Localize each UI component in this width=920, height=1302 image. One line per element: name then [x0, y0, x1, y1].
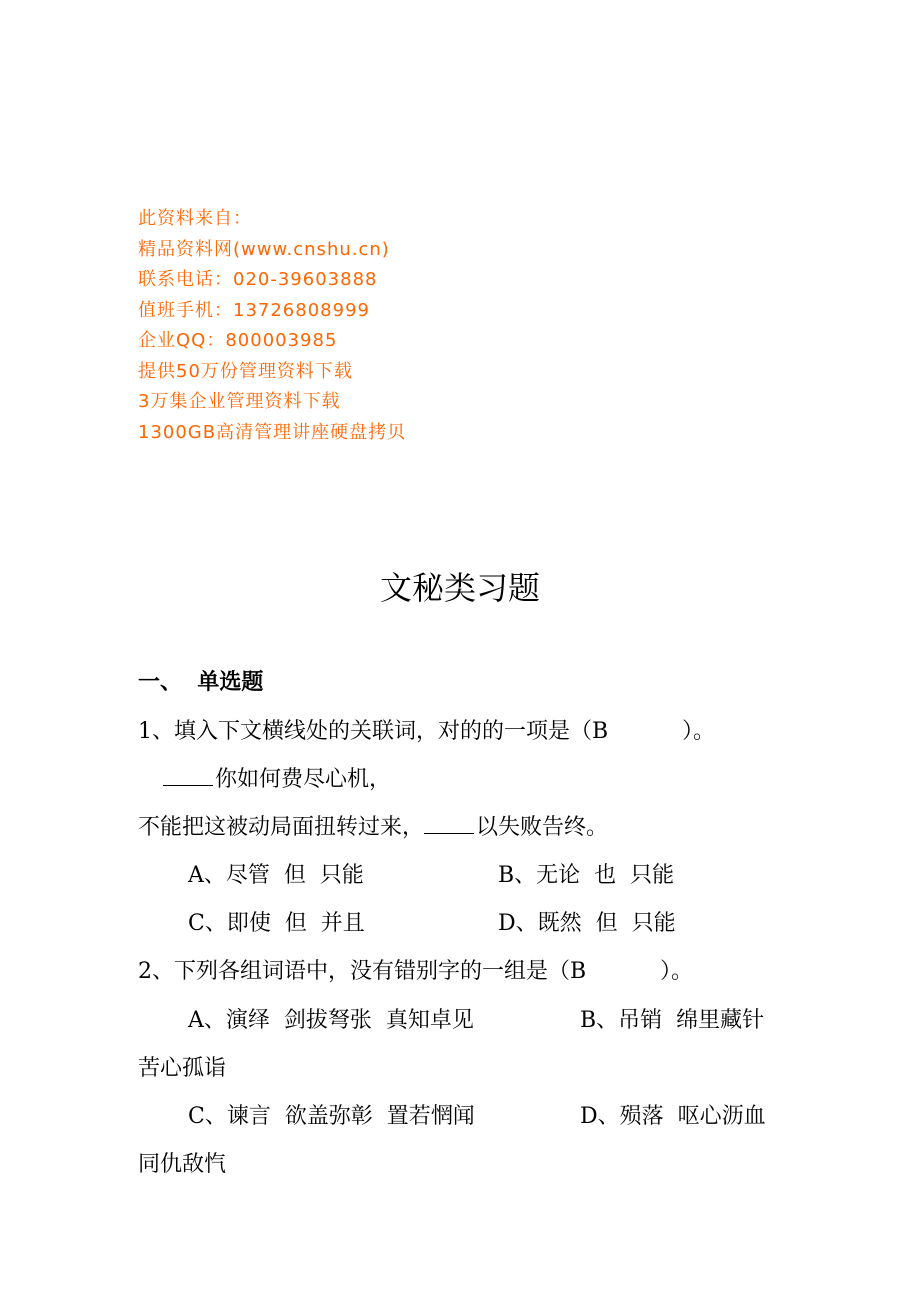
document-title: 文秘类习题	[379, 569, 540, 607]
question-1-stem-prefix: 1、填入下文横线处的关联词，对的的一项是（	[138, 719, 592, 744]
question-1-line-3-prefix: 不能把这被动局面扭转过来，	[138, 815, 425, 840]
fill-blank	[424, 813, 474, 834]
question-1-line-2-text: 你如何费尽心机，	[215, 767, 392, 792]
source-line: 值班手机：13726808999	[138, 299, 370, 321]
source-line: 联系电话：020-39603888	[138, 269, 378, 290]
source-line: 精品资料网(www.cnshu.cn)	[138, 238, 390, 260]
question-2-stem-prefix: 2、下列各组词语中，没有错别字的一组是（	[138, 959, 570, 984]
section-heading: 一、 单选题	[138, 670, 264, 695]
question-1-stem	[138, 717, 715, 747]
question-2-option-d-continued: 同仇敌忾	[138, 1152, 227, 1177]
question-2-stem-suffix: ）。	[660, 959, 694, 984]
source-info-block	[138, 204, 406, 448]
question-2-option-a: A、演绎 剑拔弩张 真知卓见	[188, 1008, 474, 1033]
question-1-line-3-suffix: 以失败告终。	[476, 815, 609, 840]
question-1-line-2	[163, 765, 391, 795]
question-1-option-c: C、即使 但 并且	[188, 911, 365, 936]
question-2-option-b-continued: 苦心孤诣	[138, 1056, 227, 1081]
question-1-option-b: B、无论 也 只能	[498, 863, 675, 888]
question-1-option-d: D、既然 但 只能	[498, 911, 676, 936]
source-line: 3万集企业管理资料下载	[138, 391, 341, 412]
question-1-answer: B	[592, 719, 609, 744]
question-2-option-c: C、谏言 欲盖弥彰 置若惘闻	[188, 1104, 475, 1129]
question-2-option-d: D、殒落 呕心沥血	[580, 1104, 766, 1129]
fill-blank	[163, 765, 213, 786]
source-line: 1300GB高清管理讲座硬盘拷贝	[138, 421, 407, 443]
source-line: 提供50万份管理资料下载	[138, 360, 353, 382]
question-2-answer: B	[570, 959, 587, 984]
question-1-line-3	[138, 813, 608, 843]
question-1-option-a: A、尽管 但 只能	[188, 863, 364, 888]
source-line: 此资料来自：	[138, 208, 252, 229]
question-1-stem-suffix: ）。	[682, 719, 716, 744]
source-line: 企业QQ：800003985	[138, 330, 338, 351]
question-2-stem	[138, 957, 693, 987]
question-2-option-b: B、吊销 绵里藏针	[580, 1008, 765, 1033]
